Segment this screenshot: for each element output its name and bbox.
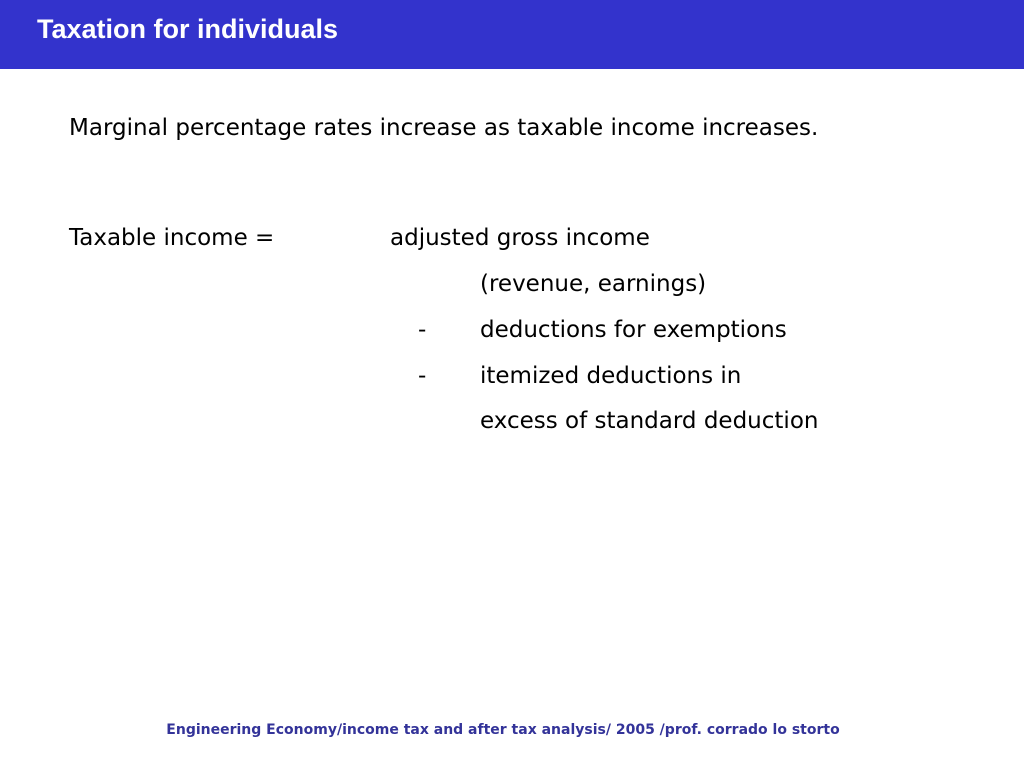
minus-marker: - — [418, 317, 427, 343]
footer-text: Engineering Economy/income tax and after tax analysis/ 2005 /prof. corrado lo storto — [166, 722, 840, 738]
minus-marker: - — [418, 363, 427, 389]
title-bar — [0, 0, 1024, 69]
statement-text: Marginal percentage rates increase as taxable income increases. — [69, 115, 819, 141]
footer — [0, 722, 1024, 738]
formula-line-itemized-deductions: itemized deductions in — [480, 363, 742, 389]
formula-line-revenue-earnings: (revenue, earnings) — [480, 271, 707, 297]
formula-label: Taxable income = — [69, 225, 275, 251]
formula-line-excess-of-standard-deduction: excess of standard deduction — [480, 408, 819, 434]
formula-line-deductions-for-exemptions: deductions for exemptions — [480, 317, 787, 343]
formula-line-adjusted-gross-income: adjusted gross income — [390, 225, 650, 251]
slide-title: Taxation for individuals — [37, 14, 339, 44]
